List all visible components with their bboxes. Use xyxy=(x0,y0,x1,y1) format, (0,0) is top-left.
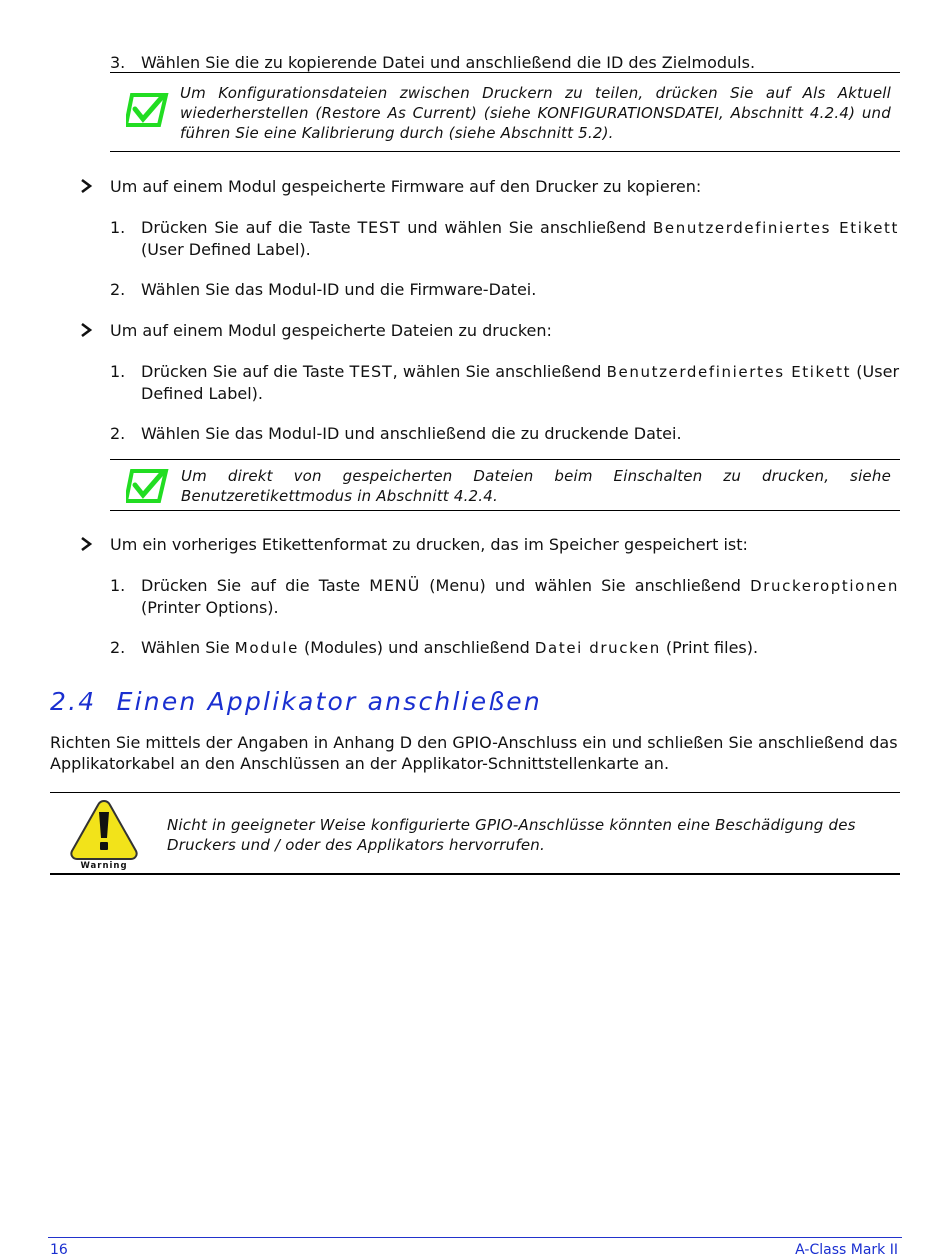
menu-item-name: Druckeroptionen xyxy=(750,577,899,595)
step-number: 1. xyxy=(110,576,126,595)
key-name: MENÜ xyxy=(369,576,421,595)
menu-item-name: Module xyxy=(234,639,299,657)
step-number: 2. xyxy=(110,638,126,657)
checkmark-icon xyxy=(126,468,170,504)
step-text: Drücken Sie auf die Taste TEST, wählen Sie anschließend Benutzerdefiniertes Etikett (User Defined Label). xyxy=(141,362,900,403)
arrow-bullet-icon xyxy=(80,536,102,552)
heading-number: 2.4 xyxy=(50,687,97,716)
heading-title: Einen Applikator anschließen xyxy=(116,687,542,716)
section-intro: Um auf einem Modul gespeicherte Dateien zu drucken: xyxy=(110,321,552,340)
note-text: Um direkt von gespeicherten Dateien beim Einschalten zu drucken, siehe Benutzeretikettmodus in Abschnitt 4.2.4. xyxy=(181,467,891,505)
note-top-rule xyxy=(110,459,900,460)
menu-item-name: Benutzerdefiniertes Etikett xyxy=(606,363,852,381)
step-number: 1. xyxy=(110,362,126,381)
warning-bottom-rule xyxy=(50,873,900,875)
step-number: 3. xyxy=(110,53,126,72)
arrow-bullet-icon xyxy=(80,178,102,194)
step-text: Drücken Sie auf die Taste MENÜ (Menu) und wählen Sie anschließend Druckeroptionen (Printer Options). xyxy=(141,576,899,617)
menu-item-name: Benutzerdefiniertes Etikett xyxy=(653,219,900,237)
step-number: 1. xyxy=(110,218,126,237)
warning-label: Warning xyxy=(80,861,128,871)
body-paragraph: Richten Sie mittels der Angaben in Anhang D den GPIO-Anschluss ein und schließen Sie anschließend das Applikatorkabel an den Anschlüssen an der Applikator-Schnittstellenkarte an. xyxy=(50,733,898,773)
step-text: Drücken Sie auf die Taste TEST und wählen Sie anschließend Benutzerdefiniertes Etikett (User Defined Label). xyxy=(141,218,900,259)
key-name: TEST xyxy=(357,218,401,237)
note-top-rule xyxy=(110,72,900,73)
product-name: A-Class Mark II xyxy=(795,1242,898,1258)
note-bottom-rule xyxy=(110,151,900,152)
warning-text: Nicht in geeigneter Weise konfigurierte GPIO-Anschlüsse könnten eine Beschädigung des Druckers und / oder des Applikators hervorrufen. xyxy=(167,816,856,854)
note-text: Um Konfigurationsdateien zwischen Druckern zu teilen, drücken Sie auf Als Aktuell wiederherstellen (Restore As Current) (siehe KONFIGURATIONSDATEI, Abschnitt 4.2.4) und führen Sie eine Kalibrierung durch (siehe Abschnitt 5.2). xyxy=(180,84,891,142)
note-bottom-rule xyxy=(110,510,900,511)
arrow-bullet-icon xyxy=(80,322,102,338)
section-intro: Um ein vorheriges Etikettenformat zu drucken, das im Speicher gespeichert ist: xyxy=(110,535,748,554)
step-text: Wählen Sie Module (Modules) und anschließend Datei drucken (Print files). xyxy=(141,638,759,657)
section-heading xyxy=(50,686,542,718)
footer-rule xyxy=(48,1237,902,1238)
step-number: 2. xyxy=(110,424,126,443)
step-text: Wählen Sie die zu kopierende Datei und anschließend die ID des Zielmoduls. xyxy=(141,53,756,72)
checkmark-icon xyxy=(126,92,170,128)
warning-top-rule xyxy=(50,792,900,793)
key-name: TEST xyxy=(349,362,393,381)
warning-icon xyxy=(68,798,140,872)
page-number: 16 xyxy=(50,1242,68,1258)
step-text: Wählen Sie das Modul-ID und anschließend die zu druckende Datei. xyxy=(141,424,682,443)
section-intro: Um auf einem Modul gespeicherte Firmware auf den Drucker zu kopieren: xyxy=(110,177,702,196)
step-number: 2. xyxy=(110,280,126,299)
step-text: Wählen Sie das Modul-ID und die Firmware-Datei. xyxy=(141,280,537,299)
menu-item-name: Datei drucken xyxy=(534,639,661,657)
